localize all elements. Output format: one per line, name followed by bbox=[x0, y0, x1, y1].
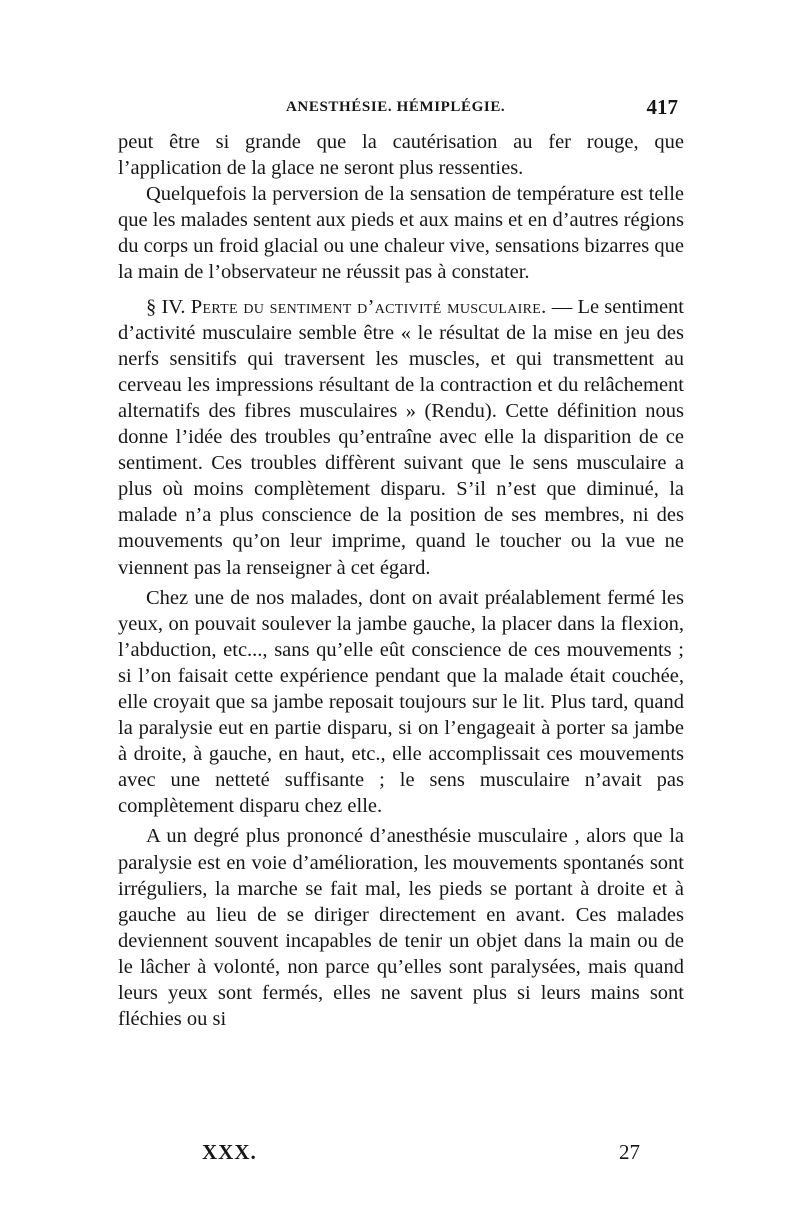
body-text bbox=[118, 129, 684, 1032]
page-number: 417 bbox=[646, 95, 678, 119]
running-title: ANESTHÉSIE. HÉMIPLÉGIE. bbox=[286, 99, 506, 115]
paragraph-section-iv bbox=[118, 294, 684, 581]
sheet-number: 27 bbox=[619, 1140, 640, 1164]
signature-mark: XXX. bbox=[202, 1140, 257, 1164]
paragraph-temperature: Quelquefois la perversion de la sensation de température est telle que les malades sentent aux pieds et aux mains et en d’autres régions du corps un froid glacial ou une chaleur vive, sensations bizarres que la main de l’observateur ne réussit pas à constater. bbox=[118, 183, 684, 284]
section-heading: Perte du sentiment d’activité musculaire. bbox=[190, 295, 547, 318]
paragraph-anesthesia-degree: A un degré plus prononcé d’anesthésie musculaire , alors que la paralysie est en voie d’amélioration, les mouvements spontanés sont irréguliers, la marche se fait mal, les pieds se portant à droite et à gauche au lieu de se diriger directement en avant. Ces malades deviennent souvent incapables de tenir un objet dans la main ou de le lâcher à volonté, non parce qu’elles sont paralysées, mais quand leurs yeux sont fermés, elles ne savent plus si leurs mains sont fléchies ou si bbox=[118, 825, 684, 1031]
page-footer bbox=[118, 1140, 684, 1170]
section-dash: — bbox=[546, 295, 578, 318]
section-number: § IV. bbox=[146, 295, 186, 318]
paragraph-continuation: peut être si grande que la cautérisation au fer rouge, que l’application de la glace ne seront plus ressenties. bbox=[118, 131, 684, 180]
section-body: Le sentiment d’activité musculaire semble être « le résultat de la mise en jeu des nerfs sensitifs qui traversent les muscles, et qui transmettent au cerveau les impressions résultant de la contraction et du relâchement alternatifs des fibres musculaires » (Rendu). Cette définition nous donne l’idée des troubles qu’entraîne avec elle la disparition de ce sentiment. Ces troubles diffèrent suivant que le sens musculaire a plus où moins complètement disparu. S’il n’est que diminué, la malade n’a plus conscience de la position de ses membres, ni des mouvements qu’on leur imprime, quand le toucher ou la vue ne viennent pas la renseigner à cet égard. bbox=[118, 295, 684, 579]
paragraph-case-report: Chez une de nos malades, dont on avait préalablement fermé les yeux, on pouvait soulever la jambe gauche, la placer dans la flexion, l’abduction, etc..., sans qu’elle eût conscience de ces mouvements ; si l’on faisait cette expérience pendant que la malade était couchée, elle croyait que sa jambe reposait toujours sur le lit. Plus tard, quand la paralysie eut en partie disparu, si on l’engageait à porter sa jambe à droite, à gauche, en haut, etc., elle accomplissait ces mouvements avec une netteté suffisante ; le sens musculaire n’avait pas complètement disparu chez elle. bbox=[118, 586, 684, 818]
running-head bbox=[118, 95, 684, 125]
